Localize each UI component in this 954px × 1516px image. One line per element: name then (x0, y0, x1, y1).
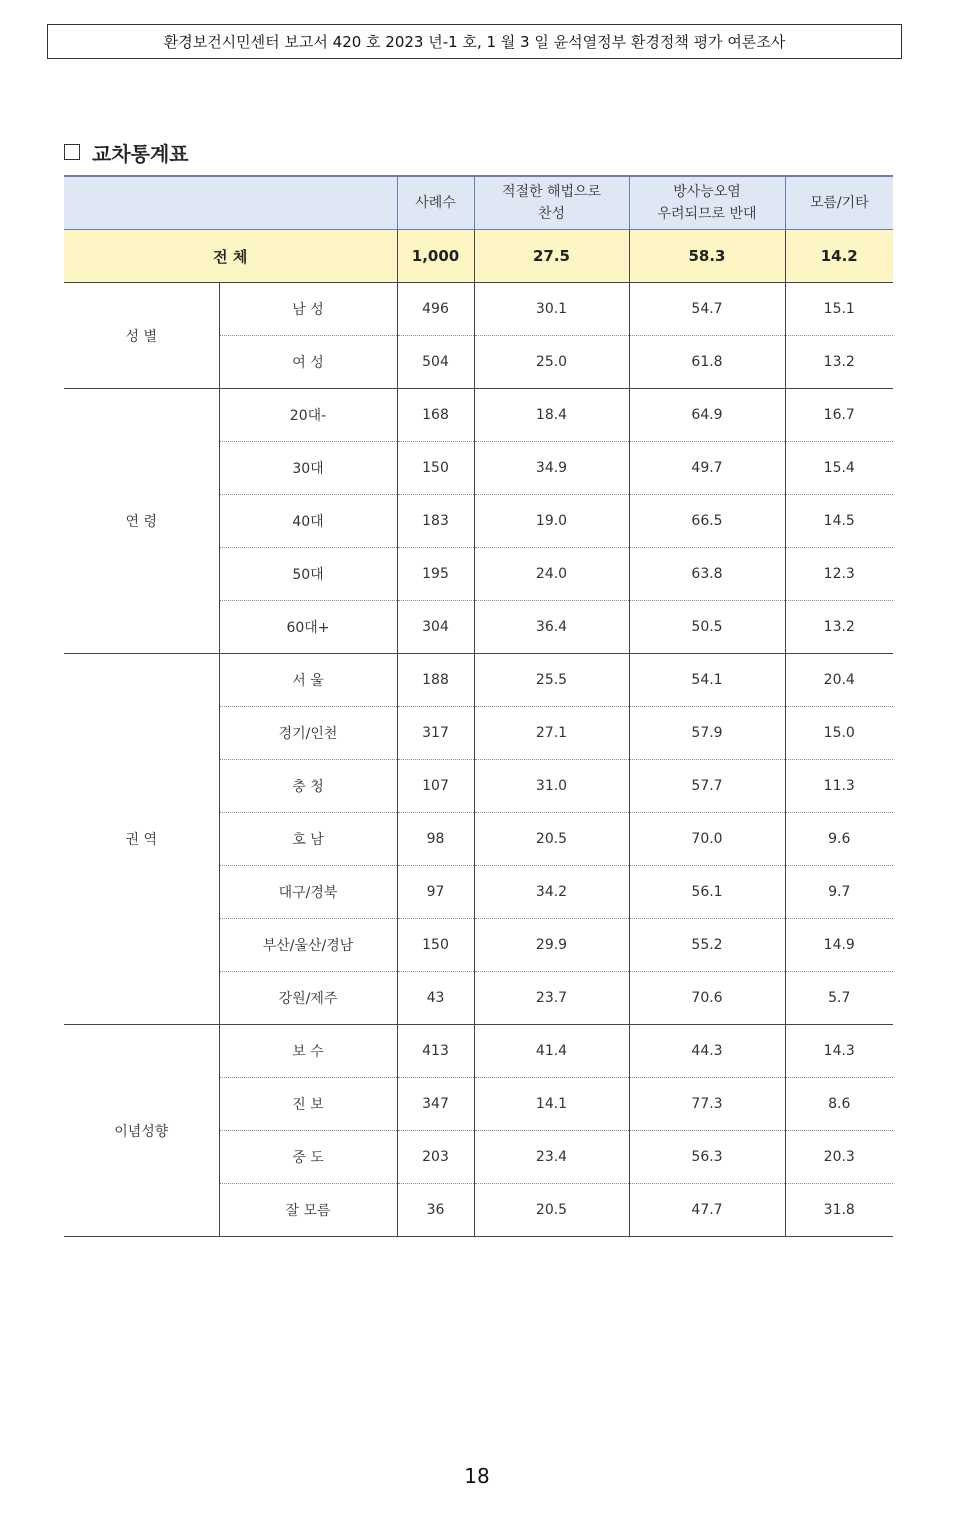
table-cell: 413 (397, 1025, 474, 1078)
table-cell: 9.7 (785, 866, 893, 919)
table-row (64, 1025, 893, 1078)
table-row (64, 283, 893, 336)
row-label: 잘 모름 (219, 1184, 397, 1237)
group-label: 이념성향 (64, 1025, 219, 1237)
table-cell: 70.6 (629, 972, 785, 1025)
table-cell: 14.5 (785, 495, 893, 548)
total-label: 전 체 (64, 230, 397, 283)
table-cell: 29.9 (474, 919, 629, 972)
table-cell: 183 (397, 495, 474, 548)
table-cell: 36.4 (474, 601, 629, 654)
row-label: 충 청 (219, 760, 397, 813)
table-cell: 203 (397, 1131, 474, 1184)
total-cell: 58.3 (629, 230, 785, 283)
table-cell: 15.4 (785, 442, 893, 495)
column-header: 사례수 (397, 176, 474, 230)
table-body (64, 230, 893, 1237)
row-label: 30대 (219, 442, 397, 495)
row-label: 경기/인천 (219, 707, 397, 760)
table-cell: 20.3 (785, 1131, 893, 1184)
header-corner-cell (64, 176, 397, 230)
table-cell: 12.3 (785, 548, 893, 601)
table-cell: 304 (397, 601, 474, 654)
row-label: 20대- (219, 389, 397, 442)
table-cell: 9.6 (785, 813, 893, 866)
table-cell: 20.5 (474, 813, 629, 866)
table-cell: 56.1 (629, 866, 785, 919)
table-cell: 14.3 (785, 1025, 893, 1078)
table-cell: 44.3 (629, 1025, 785, 1078)
table-cell: 31.8 (785, 1184, 893, 1237)
table-cell: 14.1 (474, 1078, 629, 1131)
table-cell: 8.6 (785, 1078, 893, 1131)
table-cell: 54.1 (629, 654, 785, 707)
table-cell: 150 (397, 442, 474, 495)
checkbox-square-icon (64, 144, 80, 160)
table-cell: 97 (397, 866, 474, 919)
table-cell: 504 (397, 336, 474, 389)
total-row (64, 230, 893, 283)
column-header (474, 176, 629, 230)
table-cell: 34.2 (474, 866, 629, 919)
row-label: 진 보 (219, 1078, 397, 1131)
group-label: 연 령 (64, 389, 219, 654)
row-label: 서 울 (219, 654, 397, 707)
total-cell: 14.2 (785, 230, 893, 283)
table-cell: 20.5 (474, 1184, 629, 1237)
table-cell: 24.0 (474, 548, 629, 601)
row-label: 50대 (219, 548, 397, 601)
table-cell: 70.0 (629, 813, 785, 866)
table-cell: 34.9 (474, 442, 629, 495)
row-label: 강원/제주 (219, 972, 397, 1025)
column-header (629, 176, 785, 230)
report-header-text: 환경보건시민센터 보고서 420 호 2023 년-1 호, 1 월 3 일 윤석열정부 환경정책 평가 여론조사 (163, 33, 786, 51)
table-cell: 66.5 (629, 495, 785, 548)
table-cell: 168 (397, 389, 474, 442)
table-cell: 98 (397, 813, 474, 866)
row-label: 대구/경북 (219, 866, 397, 919)
table-cell: 30.1 (474, 283, 629, 336)
row-label: 남 성 (219, 283, 397, 336)
table-cell: 61.8 (629, 336, 785, 389)
table-cell: 15.0 (785, 707, 893, 760)
table-cell: 19.0 (474, 495, 629, 548)
table-cell: 31.0 (474, 760, 629, 813)
table-cell: 27.1 (474, 707, 629, 760)
table-cell: 25.5 (474, 654, 629, 707)
page-number: 18 (464, 1464, 490, 1488)
table-cell: 107 (397, 760, 474, 813)
table-cell: 14.9 (785, 919, 893, 972)
table-cell: 56.3 (629, 1131, 785, 1184)
table-cell: 43 (397, 972, 474, 1025)
table-cell: 23.7 (474, 972, 629, 1025)
table-cell: 25.0 (474, 336, 629, 389)
row-label: 60대+ (219, 601, 397, 654)
column-header-line: 우려되므로 반대 (657, 206, 757, 222)
table-row (64, 654, 893, 707)
table-cell: 20.4 (785, 654, 893, 707)
table-cell: 11.3 (785, 760, 893, 813)
section-title (64, 138, 189, 166)
group-label: 성 별 (64, 283, 219, 389)
table-cell: 13.2 (785, 601, 893, 654)
table-cell: 23.4 (474, 1131, 629, 1184)
table-cell: 77.3 (629, 1078, 785, 1131)
section-title-text: 교차통계표 (92, 141, 189, 166)
table-cell: 36 (397, 1184, 474, 1237)
table-cell: 54.7 (629, 283, 785, 336)
column-header-line: 찬성 (537, 206, 566, 222)
table-cell: 317 (397, 707, 474, 760)
report-header-box (47, 24, 902, 59)
table-cell: 49.7 (629, 442, 785, 495)
table-cell: 347 (397, 1078, 474, 1131)
table-cell: 55.2 (629, 919, 785, 972)
table-cell: 64.9 (629, 389, 785, 442)
row-label: 여 성 (219, 336, 397, 389)
total-cell: 1,000 (397, 230, 474, 283)
row-label: 부산/울산/경남 (219, 919, 397, 972)
column-header: 모름/기타 (785, 176, 893, 230)
row-label: 보 수 (219, 1025, 397, 1078)
table-cell: 496 (397, 283, 474, 336)
table-cell: 18.4 (474, 389, 629, 442)
table-row (64, 389, 893, 442)
column-header-line: 적절한 해법으로 (501, 184, 602, 200)
row-label: 호 남 (219, 813, 397, 866)
table-cell: 15.1 (785, 283, 893, 336)
table-cell: 41.4 (474, 1025, 629, 1078)
table-cell: 63.8 (629, 548, 785, 601)
table-cell: 47.7 (629, 1184, 785, 1237)
column-header-line: 방사능오염 (673, 184, 741, 200)
row-label: 40대 (219, 495, 397, 548)
table-cell: 195 (397, 548, 474, 601)
row-label: 중 도 (219, 1131, 397, 1184)
table-cell: 57.7 (629, 760, 785, 813)
total-cell: 27.5 (474, 230, 629, 283)
group-label: 권 역 (64, 654, 219, 1025)
table-cell: 50.5 (629, 601, 785, 654)
table-cell: 16.7 (785, 389, 893, 442)
table-cell: 188 (397, 654, 474, 707)
table-cell: 150 (397, 919, 474, 972)
table-cell: 13.2 (785, 336, 893, 389)
table-cell: 5.7 (785, 972, 893, 1025)
table-cell: 57.9 (629, 707, 785, 760)
table-header-row (64, 176, 893, 230)
crosstab-table (64, 175, 893, 1237)
